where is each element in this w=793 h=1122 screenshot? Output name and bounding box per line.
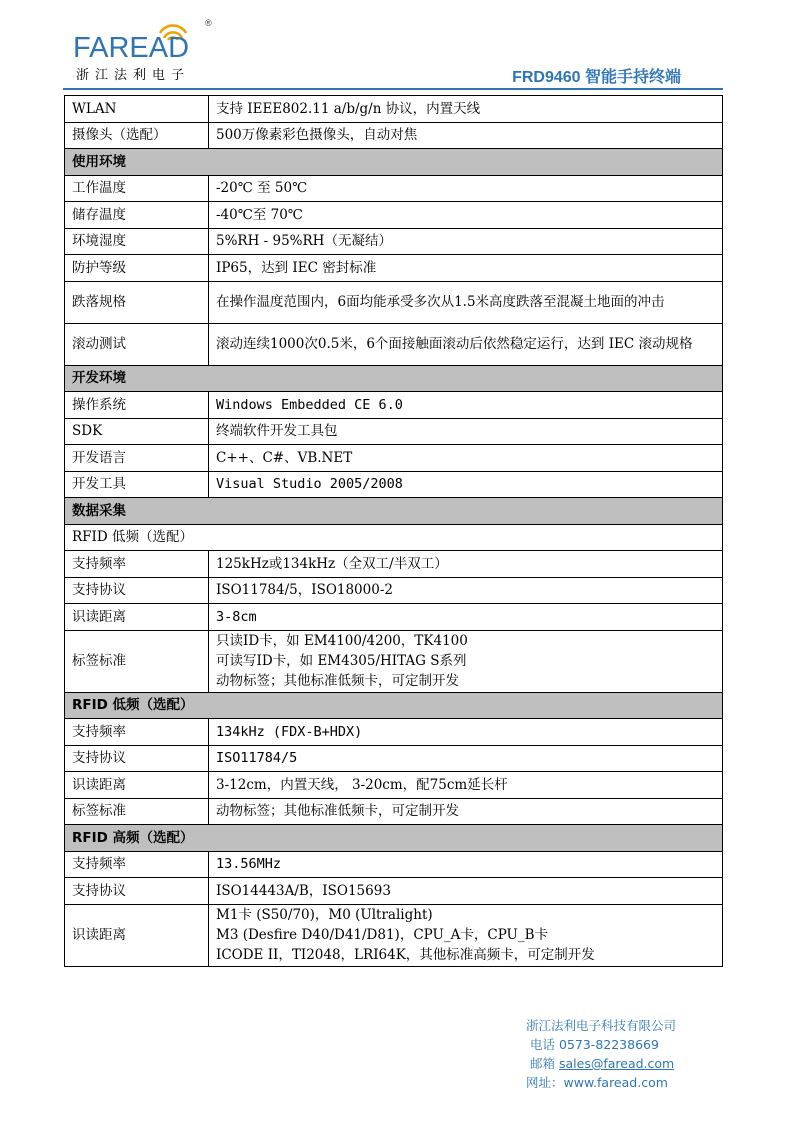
spec-value (209, 630, 723, 692)
spec-value: -20℃ 至 50℃ (209, 175, 723, 202)
spec-label: 摄像头（选配） (65, 122, 209, 149)
spec-label: 开发语言 (65, 445, 209, 472)
footer-company: 浙江法利电子科技有限公司 (526, 1018, 677, 1033)
spec-label: SDK (65, 418, 209, 445)
spec-row (65, 228, 723, 255)
spec-row (65, 392, 723, 419)
spec-value (209, 904, 723, 966)
spec-value: ISO14443A/B，ISO15693 (209, 878, 723, 905)
spec-label: 开发工具 (65, 471, 209, 498)
spec-label: 标签标准 (65, 630, 209, 692)
spec-label: 识读距离 (65, 904, 209, 966)
spec-label: 识读距离 (65, 772, 209, 799)
spec-row (65, 418, 723, 445)
spec-row (65, 323, 723, 365)
footer-contact (526, 1016, 676, 1092)
registered-mark: ® (205, 18, 212, 28)
spec-label: 操作系统 (65, 392, 209, 419)
spec-value: Visual Studio 2005/2008 (209, 471, 723, 498)
logo-text: FAREAD (73, 32, 190, 64)
document-title: FRD9460 智能手持终端 (512, 69, 681, 86)
spec-row (65, 577, 723, 604)
spec-label: 标签标准 (65, 798, 209, 825)
spec-row (65, 551, 723, 578)
footer-phone-value: 0573-82238669 (559, 1037, 659, 1052)
spec-label: 防护等级 (65, 255, 209, 282)
spec-row (65, 255, 723, 282)
spec-row (65, 96, 723, 123)
spec-table (64, 95, 723, 967)
spec-value: ISO11784/5 (209, 745, 723, 772)
spec-value: Windows Embedded CE 6.0 (209, 392, 723, 419)
spec-value: 13.56MHz (209, 851, 723, 878)
spec-row (65, 772, 723, 799)
section-title: RFID 低频（选配） (65, 692, 723, 719)
spec-value: 5%RH - 95%RH（无凝结） (209, 228, 723, 255)
spec-row (65, 719, 723, 746)
spec-label: 识读距离 (65, 604, 209, 631)
spec-value: 终端软件开发工具包 (209, 418, 723, 445)
spec-row (65, 630, 723, 692)
section-title: 使用环境 (65, 149, 723, 176)
spec-value: 3-8cm (209, 604, 723, 631)
company-logo (73, 18, 223, 88)
footer-email-label: 邮箱 (530, 1056, 556, 1071)
spec-value: 3-12cm，内置天线， 3-20cm，配75cm延长杆 (209, 772, 723, 799)
spec-row (65, 471, 723, 498)
spec-label: 环境湿度 (65, 228, 209, 255)
spec-value: -40℃至 70℃ (209, 202, 723, 229)
subsection-row (65, 524, 723, 551)
footer-email (526, 1054, 676, 1073)
spec-value-line: 只读ID卡，如 EM4100/4200，TK4100 (216, 633, 468, 649)
spec-value: 125kHz或134kHz（全双工/半双工） (209, 551, 723, 578)
spec-label: 储存温度 (65, 202, 209, 229)
section-title: 数据采集 (65, 498, 723, 525)
spec-row (65, 281, 723, 323)
spec-value: 在操作温度范围内，6面均能承受多次从1.5米高度跌落至混凝土地面的冲击 (209, 281, 723, 323)
section-title: RFID 高频（选配） (65, 825, 723, 852)
section-header-row (65, 825, 723, 852)
spec-row (65, 445, 723, 472)
spec-value-line: M1卡 (S50/70)，M0 (Ultralight) (216, 907, 433, 923)
footer-phone-label: 电话 (530, 1037, 556, 1052)
section-header-row (65, 149, 723, 176)
spec-label: 工作温度 (65, 175, 209, 202)
spec-value: 滚动连续1000次0.5米，6个面接触面滚动后依然稳定运行，达到 IEC 滚动规格 (209, 323, 723, 365)
section-header-row (65, 692, 723, 719)
section-title: 开发环境 (65, 365, 723, 392)
spec-value-line: ICODE II，TI2048，LRI64K，其他标准高频卡，可定制开发 (216, 947, 595, 963)
spec-row (65, 175, 723, 202)
footer-email-link[interactable]: sales@faread.com (559, 1056, 675, 1071)
footer-web-label: 网址： (526, 1075, 564, 1090)
spec-value: 支持 IEEE802.11 a/b/g/n 协议，内置天线 (209, 96, 723, 123)
spec-row (65, 878, 723, 905)
spec-value: 500万像素彩色摄像头，自动对焦 (209, 122, 723, 149)
spec-value: 动物标签；其他标准低频卡，可定制开发 (209, 798, 723, 825)
spec-label: 支持频率 (65, 719, 209, 746)
footer-web-value: www.faread.com (563, 1075, 668, 1090)
spec-row (65, 851, 723, 878)
spec-label: 滚动测试 (65, 323, 209, 365)
spec-row (65, 604, 723, 631)
spec-label: 支持协议 (65, 577, 209, 604)
spec-label: 支持频率 (65, 551, 209, 578)
spec-value: IP65，达到 IEC 密封标准 (209, 255, 723, 282)
spec-row (65, 202, 723, 229)
spec-value: ISO11784/5，ISO18000-2 (209, 577, 723, 604)
spec-label: WLAN (65, 96, 209, 123)
logo-chinese-name: 浙江法利电子 (76, 68, 191, 83)
subsection-title: RFID 低频（选配） (65, 524, 723, 551)
spec-label: 支持协议 (65, 878, 209, 905)
spec-value-line: 可读写ID卡，如 EM4305/HITAG S系列 (216, 653, 467, 669)
spec-value: 134kHz (FDX-B+HDX) (209, 719, 723, 746)
spec-value-line: M3 (Desfire D40/D41/D81)，CPU_A卡，CPU_B卡 (216, 927, 549, 943)
footer-web (526, 1073, 676, 1092)
spec-label: 跌落规格 (65, 281, 209, 323)
spec-row (65, 798, 723, 825)
section-header-row (65, 498, 723, 525)
footer-phone (526, 1035, 676, 1054)
spec-value-line: 动物标签；其他标准低频卡，可定制开发 (216, 673, 459, 689)
spec-label: 支持频率 (65, 851, 209, 878)
header-divider (63, 88, 723, 90)
spec-label: 支持协议 (65, 745, 209, 772)
section-header-row (65, 365, 723, 392)
spec-value: C++、C#、VB.NET (209, 445, 723, 472)
spec-row (65, 904, 723, 966)
spec-row (65, 745, 723, 772)
spec-row (65, 122, 723, 149)
